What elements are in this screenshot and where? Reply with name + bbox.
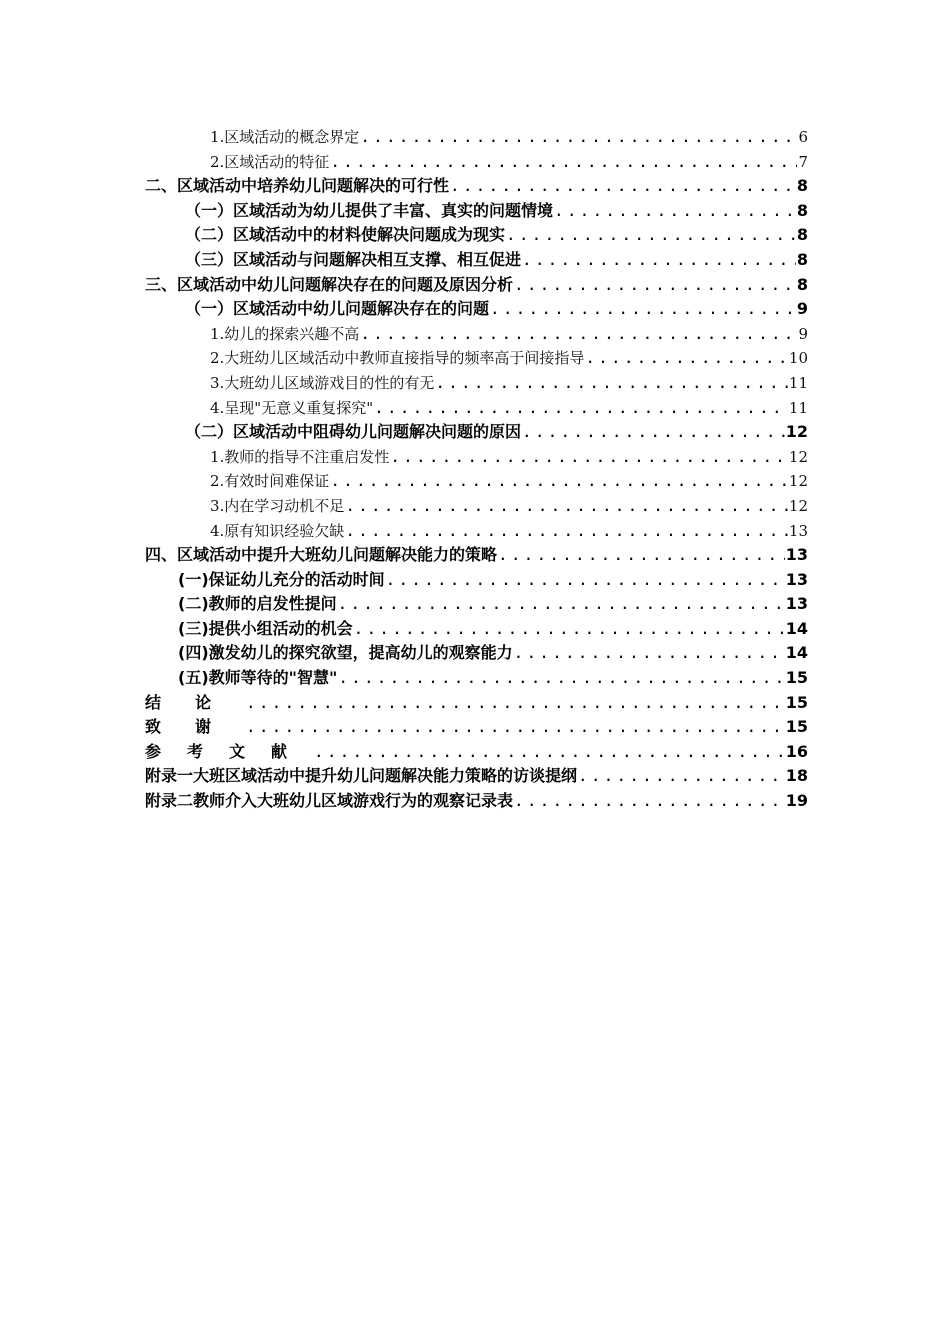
- toc-entry-title: 结论: [145, 692, 246, 712]
- toc-entry-page: 11: [788, 398, 808, 417]
- toc-leader-dots: [498, 543, 785, 568]
- toc-entry-title: 三、区域活动中幼儿问题解决存在的问题及原因分析: [145, 274, 514, 294]
- toc-entry-page: 13: [785, 569, 808, 589]
- toc-leader-dots: [246, 715, 785, 740]
- toc-entry-page: 12: [785, 422, 808, 442]
- toc-entry-title: 附录二教师介入大班幼儿区域游戏行为的观察记录表: [145, 791, 514, 811]
- toc-entry[interactable]: [145, 543, 808, 568]
- toc-entry-page: 15: [785, 692, 808, 712]
- toc-leader-dots: [514, 641, 785, 666]
- toc-leader-dots: [338, 666, 784, 691]
- toc-leader-dots: [330, 150, 797, 175]
- toc-entry-title: 参考文献: [145, 741, 314, 761]
- toc-entry-title: 3.大班幼儿区域游戏目的性的有无: [210, 373, 435, 392]
- toc-entry[interactable]: [145, 666, 808, 691]
- toc-entry-title: 2.区域活动的特征: [210, 152, 330, 171]
- toc-leader-dots: [246, 691, 785, 716]
- toc-entry-title: 1.幼儿的探索兴趣不高: [210, 324, 360, 343]
- toc-entry-page: 15: [785, 668, 808, 688]
- toc-entry-title: 附录一大班区域活动中提升幼儿问题解决能力策略的访谈提纲: [145, 766, 578, 786]
- toc-leader-dots: [374, 396, 788, 421]
- toc-entry-page: 14: [785, 643, 808, 663]
- toc-entry-page: 8: [796, 274, 808, 294]
- toc-entry[interactable]: [145, 396, 808, 421]
- toc-entry-page: 8: [796, 225, 808, 245]
- toc-leader-dots: [514, 789, 785, 814]
- toc-entry-title: (五)教师等待的"智慧": [178, 668, 338, 688]
- toc-leader-dots: [514, 273, 796, 298]
- toc-entry-page: 14: [785, 618, 808, 638]
- toc-entry-page: 19: [785, 791, 808, 811]
- toc-entry[interactable]: [145, 740, 808, 765]
- toc-entry-title: (一)保证幼儿充分的活动时间: [178, 569, 385, 589]
- toc-entry-page: 9: [798, 324, 808, 343]
- toc-entry[interactable]: [145, 248, 808, 273]
- toc-entry[interactable]: [145, 346, 808, 371]
- toc-leader-dots: [490, 297, 796, 322]
- toc-entry-page: 9: [796, 299, 808, 319]
- toc-entry-page: 12: [788, 496, 808, 515]
- toc-entry-page: 18: [785, 766, 808, 786]
- toc-entry-title: （一）区域活动为幼儿提供了丰富、真实的问题情境: [185, 200, 554, 220]
- toc-entry[interactable]: [145, 519, 808, 544]
- toc-entry-title: （三）区域活动与问题解决相互支撑、相互促进: [185, 249, 522, 269]
- toc-leader-dots: [578, 764, 785, 789]
- toc-entry[interactable]: [145, 445, 808, 470]
- toc-entry[interactable]: [145, 469, 808, 494]
- toc-leader-dots: [585, 346, 788, 371]
- toc-entry[interactable]: [145, 273, 808, 298]
- toc-entry-title: （一）区域活动中幼儿问题解决存在的问题: [185, 299, 490, 319]
- toc-entry-page: 10: [788, 349, 808, 368]
- toc-entry[interactable]: [145, 494, 808, 519]
- toc-leader-dots: [522, 420, 785, 445]
- toc-entry-page: 13: [785, 594, 808, 614]
- toc-leader-dots: [386, 568, 785, 593]
- toc-entry[interactable]: [145, 297, 808, 322]
- table-of-contents: [145, 125, 808, 814]
- toc-leader-dots: [354, 617, 785, 642]
- toc-leader-dots: [390, 445, 788, 470]
- toc-entry-title: 致谢: [145, 717, 246, 737]
- toc-entry[interactable]: [145, 764, 808, 789]
- toc-entry-title: （二）区域活动中阻碍幼儿问题解决问题的原因: [185, 422, 522, 442]
- toc-entry[interactable]: [145, 715, 808, 740]
- toc-entry-title: 1.区域活动的概念界定: [210, 128, 360, 146]
- toc-entry-page: 13: [788, 521, 808, 540]
- toc-entry[interactable]: [145, 420, 808, 445]
- toc-leader-dots: [330, 469, 788, 494]
- toc-entry-title: 4.原有知识经验欠缺: [210, 521, 345, 540]
- toc-entry-page: 16: [785, 741, 808, 761]
- toc-entry-page: 8: [796, 176, 808, 196]
- toc-entry-title: 四、区域活动中提升大班幼儿问题解决能力的策略: [145, 545, 498, 565]
- toc-entry-page: 8: [796, 249, 808, 269]
- toc-entry-page: 13: [785, 545, 808, 565]
- toc-entry-title: 3.内在学习动机不足: [210, 496, 345, 515]
- toc-entry-page: 11: [788, 373, 808, 392]
- toc-leader-dots: [506, 223, 796, 248]
- toc-entry-page: 8: [796, 200, 808, 220]
- toc-leader-dots: [450, 174, 796, 199]
- toc-leader-dots: [314, 740, 785, 765]
- toc-entry[interactable]: [145, 568, 808, 593]
- toc-entry[interactable]: [145, 691, 808, 716]
- toc-entry[interactable]: [145, 789, 808, 814]
- toc-entry-title: (四)激发幼儿的探究欲望，提高幼儿的观察能力: [178, 643, 513, 663]
- toc-entry[interactable]: [145, 150, 808, 175]
- toc-entry-title: 2.有效时间难保证: [210, 472, 330, 491]
- toc-entry-page: 15: [785, 717, 808, 737]
- toc-entry[interactable]: [145, 125, 808, 150]
- toc-entry-page: 6: [798, 128, 808, 146]
- toc-entry[interactable]: [145, 174, 808, 199]
- toc-entry-page: 7: [798, 152, 808, 171]
- toc-leader-dots: [345, 494, 788, 519]
- toc-entry[interactable]: [145, 371, 808, 396]
- toc-entry-title: 4.呈现"无意义重复探究": [210, 398, 374, 417]
- toc-leader-dots: [435, 371, 788, 396]
- toc-entry-title: (三)提供小组活动的机会: [178, 618, 353, 638]
- toc-entry[interactable]: [145, 199, 808, 224]
- toc-leader-dots: [345, 519, 788, 544]
- toc-entry-title: 1.教师的指导不注重启发性: [210, 447, 390, 466]
- toc-entry-page: 12: [788, 447, 808, 466]
- toc-entry-page: 12: [788, 472, 808, 491]
- toc-leader-dots: [360, 322, 797, 347]
- toc-entry[interactable]: [145, 617, 808, 642]
- toc-entry-title: 二、区域活动中培养幼儿问题解决的可行性: [145, 176, 450, 196]
- toc-entry-title: (二)教师的启发性提问: [178, 594, 337, 614]
- toc-leader-dots: [338, 592, 785, 617]
- toc-entry[interactable]: [145, 641, 808, 666]
- toc-entry[interactable]: [145, 223, 808, 248]
- toc-entry[interactable]: [145, 322, 808, 347]
- toc-entry-title: 2.大班幼儿区域活动中教师直接指导的频率高于间接指导: [210, 349, 585, 368]
- toc-leader-dots: [554, 199, 796, 224]
- toc-entry-title: （二）区域活动中的材料使解决问题成为现实: [185, 225, 506, 245]
- toc-leader-dots: [360, 125, 797, 150]
- toc-entry[interactable]: [145, 592, 808, 617]
- toc-leader-dots: [522, 248, 796, 273]
